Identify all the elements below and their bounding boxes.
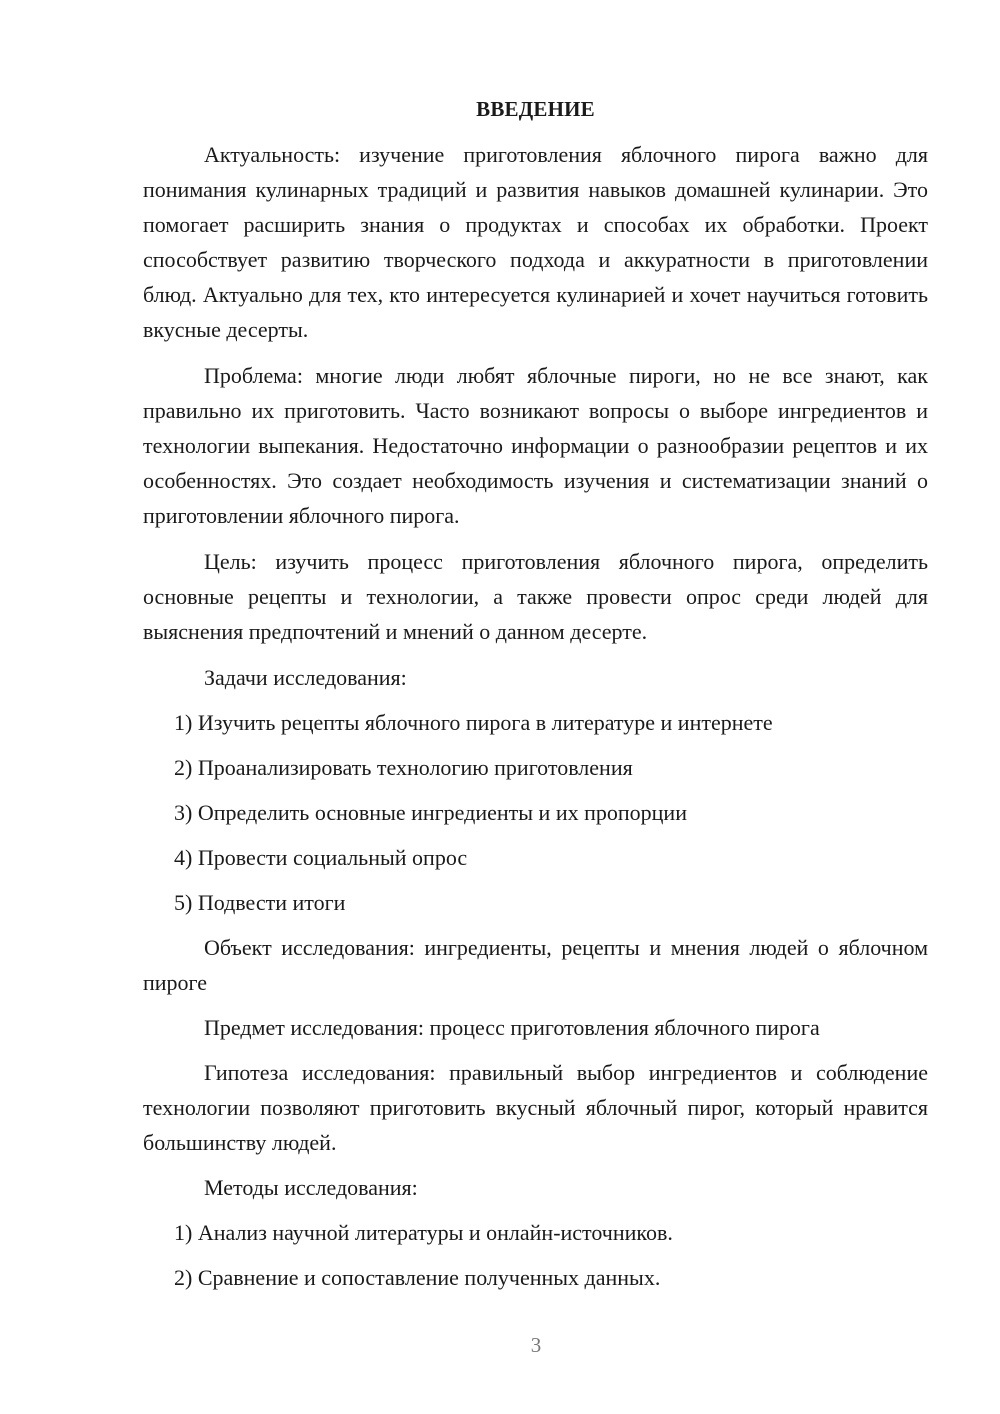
list-item-task-4: 4) Провести социальный опрос bbox=[174, 845, 468, 870]
spacer bbox=[143, 1045, 928, 1055]
paragraph-goal: Цель: изучить процесс приготовления яблочного пирога, определить основные рецепты и технологии, а также провести опрос среди людей для выяснения предпочтений и мнений о данном десерте. bbox=[143, 549, 928, 644]
tasks-heading: Задачи исследования: bbox=[204, 665, 407, 690]
list-item-task-3: 3) Определить основные ингредиенты и их пропорции bbox=[174, 800, 687, 825]
spacer bbox=[143, 347, 928, 358]
spacer bbox=[143, 875, 928, 885]
paragraph-hypothesis: Гипотеза исследования: правильный выбор ингредиентов и соблюдение технологии позволяют приготовить вкусный яблочный пирог, который нравится большинству людей. bbox=[143, 1060, 928, 1155]
spacer bbox=[143, 920, 928, 930]
page-number: 3 bbox=[530, 1333, 542, 1357]
spacer bbox=[143, 830, 928, 840]
page-title: ВВЕДЕНИЕ bbox=[476, 97, 595, 121]
document-page bbox=[143, 92, 928, 1295]
spacer bbox=[143, 127, 928, 137]
spacer bbox=[143, 1000, 928, 1010]
paragraph-relevance: Актуальность: изучение приготовления яблочного пирога важно для понимания кулинарных традиций и развития навыков домашней кулинарии. Это помогает расширить знания о продуктах и способах их обработки. Проект способствует развитию творческого подхода и аккуратности в приготовлении блюд. Актуально для тех, кто интересуется кулинарией и хочет научиться готовить вкусные десерты. bbox=[143, 142, 928, 342]
spacer bbox=[143, 1160, 928, 1170]
list-item-method-2: 2) Сравнение и сопоставление полученных данных. bbox=[174, 1265, 661, 1290]
paragraph-problem: Проблема: многие люди любят яблочные пироги, но не все знают, как правильно их приготовить. Часто возникают вопросы о выборе ингредиентов и технологии выпекания. Недостаточно информации о разнообразии рецептов и их особенностях. Это создает необходимость изучения и систематизации знаний о приготовлении яблочного пирога. bbox=[143, 363, 928, 528]
paragraph-object: Объект исследования: ингредиенты, рецепты и мнения людей о яблочном пироге bbox=[143, 935, 928, 995]
paragraph-subject: Предмет исследования: процесс приготовления яблочного пирога bbox=[204, 1015, 820, 1040]
list-item-task-2: 2) Проанализировать технологию приготовления bbox=[174, 755, 633, 780]
spacer bbox=[143, 533, 928, 544]
list-item-method-1: 1) Анализ научной литературы и онлайн-источников. bbox=[174, 1220, 673, 1245]
spacer bbox=[143, 1250, 928, 1260]
spacer bbox=[143, 740, 928, 750]
list-item-task-5: 5) Подвести итоги bbox=[174, 890, 346, 915]
list-item-task-1: 1) Изучить рецепты яблочного пирога в литературе и интернете bbox=[174, 710, 773, 735]
spacer bbox=[143, 785, 928, 795]
spacer bbox=[143, 649, 928, 660]
spacer bbox=[143, 695, 928, 705]
methods-heading: Методы исследования: bbox=[204, 1175, 418, 1200]
spacer bbox=[143, 1205, 928, 1215]
